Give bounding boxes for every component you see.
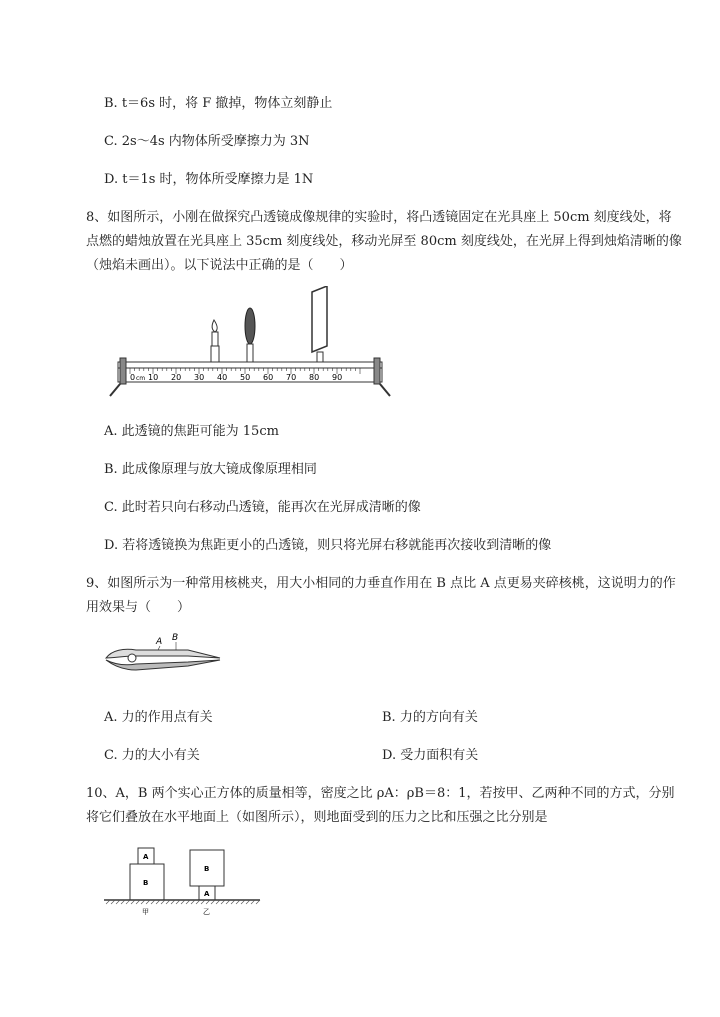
scale-label-70: 70 [286, 373, 297, 382]
q8-option-d: D. 若将透镜换为焦距更小的凸透镜，则只将光屏右移就能再次接收到清晰的像 [104, 538, 552, 553]
q8-option-b: B. 此成像原理与放大镜成像原理相同 [104, 462, 317, 477]
jia-cube-a-label: A [143, 853, 149, 861]
option-b: B. t＝6s 时，将 F 撤掉，物体立刻静止 [104, 96, 333, 111]
bench-right-end [374, 358, 380, 384]
convex-lens [245, 308, 255, 344]
nutcracker-lower-handle [106, 660, 220, 670]
screen-stand [317, 352, 323, 362]
scale-label-40: 40 [217, 373, 228, 382]
question-10-text-line2: 将它们叠放在水平地面上（如图所示），则地面受到的压力之比和压强之比分别是 [86, 810, 548, 825]
q9-option-a: A. 力的作用点有关 [104, 710, 213, 725]
scale-label-0: 0 [130, 373, 136, 382]
question-10-text: 10、A，B 两个实心正方体的质量相等，密度之比 ρA：ρB＝8：1，若按甲、乙两种不同的方式，分别 [86, 786, 675, 801]
nutcracker-figure [102, 628, 222, 678]
jia-cube-b-label: B [143, 879, 149, 887]
q9-option-c: C. 力的大小有关 [104, 748, 200, 763]
nutcracker-upper-handle [106, 649, 220, 658]
question-9-text: 9、如图所示为一种常用核桃夹，用大小相同的力垂直作用在 B 点比 A 点更易夹碎核桃，这说明力的作 [86, 576, 676, 591]
question-9-text-line2: 用效果与（ ） [86, 600, 191, 615]
scale-label-90: 90 [332, 373, 343, 382]
option-d: D. t＝1s 时，物体所受摩擦力是 1N [104, 172, 314, 187]
point-a-label: A [156, 637, 163, 647]
lens-stand [247, 344, 253, 362]
question-8-text: 8、如图所示，小刚在做探究凸透镜成像规律的实验时，将凸透镜固定在光具座上 50cm 刻度线处，将 [86, 210, 672, 225]
nutcracker-hinge [128, 654, 136, 662]
bench-left-leg [110, 384, 120, 396]
point-b-label: B [172, 633, 179, 643]
option-c: C. 2s～4s 内物体所受摩擦力为 3N [104, 134, 310, 149]
q9-option-b: B. 力的方向有关 [382, 710, 478, 725]
stacked-cubes-figure [104, 844, 264, 920]
bench-top [118, 362, 382, 368]
scale-label-cm: cm [136, 375, 146, 382]
scale-label-50: 50 [240, 373, 251, 382]
yi-cube-b-label: B [204, 865, 210, 873]
scale-label-80: 80 [309, 373, 320, 382]
scale-label-30: 30 [194, 373, 205, 382]
light-screen [312, 286, 327, 352]
yi-label: 乙 [203, 908, 210, 916]
bench-right-leg [380, 384, 390, 396]
yi-cube-a-label: A [204, 890, 210, 898]
scale-label-20: 20 [171, 373, 182, 382]
q9-option-d: D. 受力面积有关 [382, 748, 479, 763]
candle-flame [212, 320, 217, 332]
candle-stand [211, 346, 219, 362]
jia-label: 甲 [142, 908, 149, 916]
question-8-text-line2: 点燃的蜡烛放置在光具座上 35cm 刻度线处，移动光屏至 80cm 刻度线处，在光屏上得到烛焰清晰的像 [86, 234, 682, 249]
scale-label-60: 60 [263, 373, 274, 382]
scale-label-10: 10 [148, 373, 159, 382]
candle [212, 332, 218, 346]
question-8-text-line3: （烛焰未画出）。以下说法中正确的是（ ） [86, 258, 353, 273]
q8-option-a: A. 此透镜的焦距可能为 15cm [104, 424, 279, 439]
bench-left-end [120, 358, 126, 384]
q8-option-c: C. 此时若只向右移动凸透镜，能再次在光屏成清晰的像 [104, 500, 421, 515]
optical-bench-figure [108, 286, 398, 398]
